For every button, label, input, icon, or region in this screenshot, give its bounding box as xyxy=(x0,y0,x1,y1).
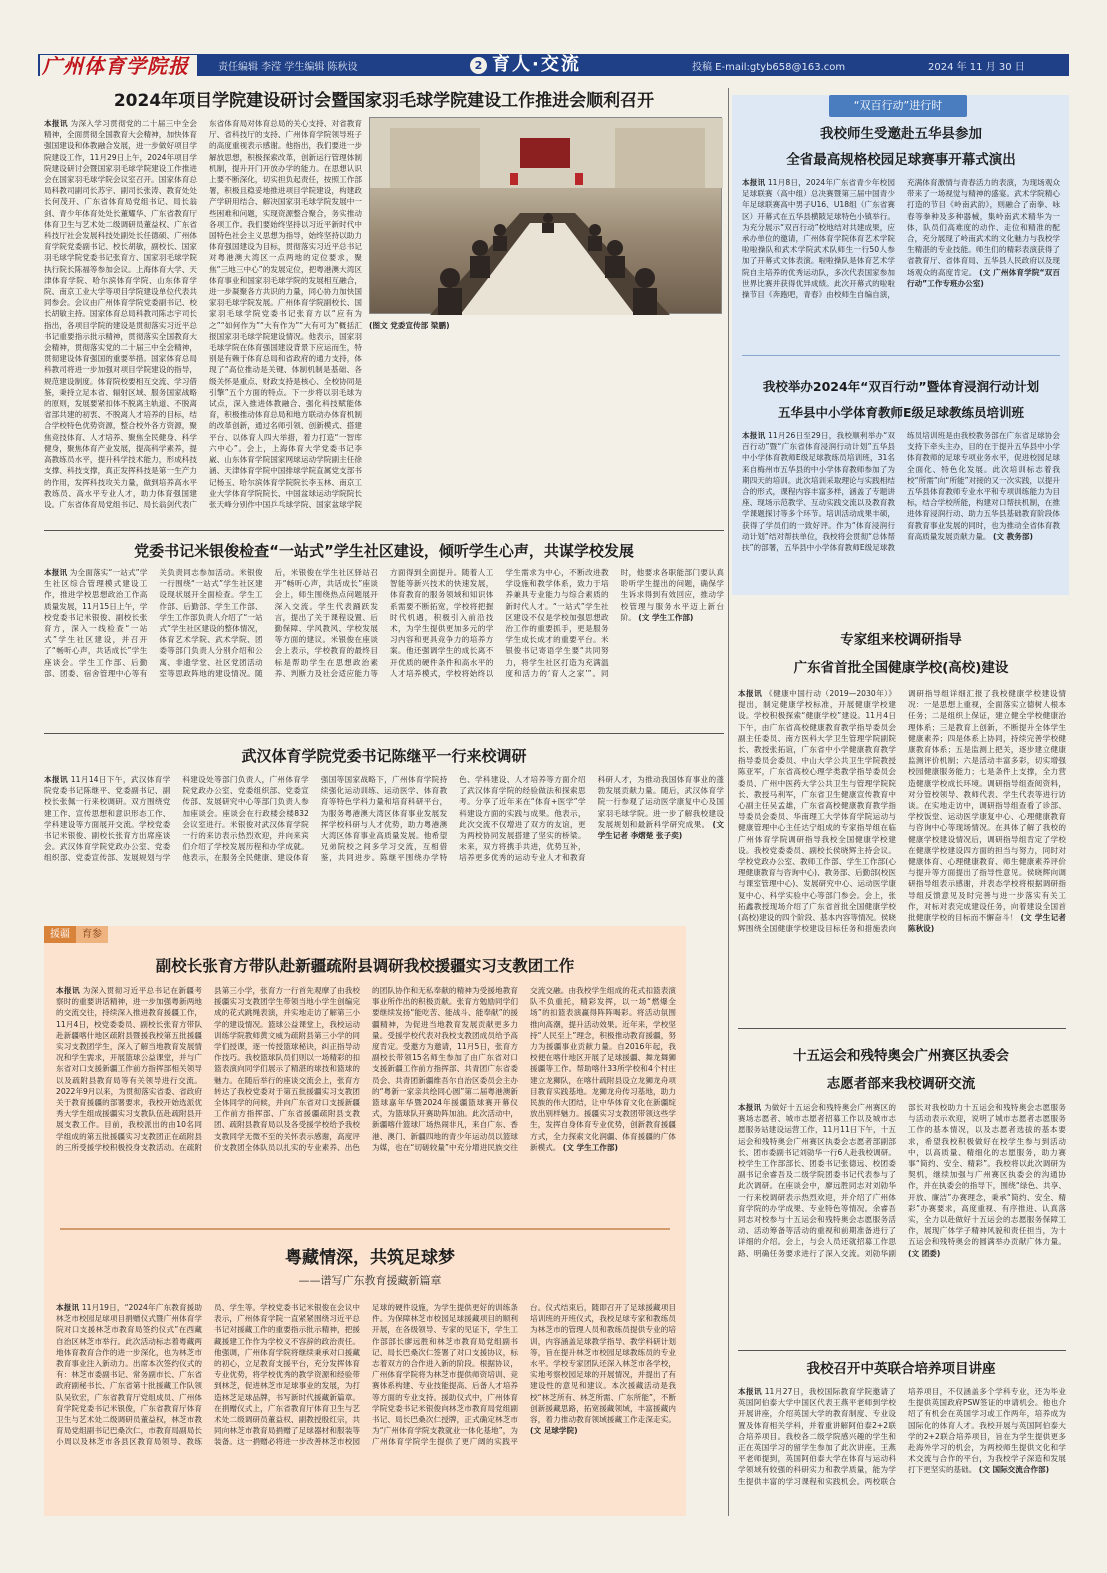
article-byline: (文 学生工作部) xyxy=(562,1142,618,1152)
meeting-room-image xyxy=(370,118,723,315)
article-text: 11月8日，2024年广东省青少年校园足球联赛（高中组）总决赛暨第三届中国青少年足球联赛高中男子U16、U18组（广东省赛区）开幕式在五华县横陂足球特色小镇举行。为充分展示“双百行动”校地结对共建成果，应承办单位的邀请，广州体育学院体育艺术学院啦啦操队和武术学院武术队师生一行50人参加了开幕式文体表演。啦啦操队是体育艺术学院自主培养的优秀运动队，多次代表国家参加世界比赛并获得优异成绩。此次开幕式的啦啦操节目《奔跑吧，青春》由校师生自编自演，充满体育激情与青春活力的表演，为现场观众带来了一场视觉与精神的盛宴。武术学院精心打造的节目《岭南武韵》，则融合了南拳、咏春等拳种及多种器械，集岭南武术精华为一体，队员们高难度的动作、走位和精准的配合，充分展现了岭南武术的文化魅力与我校学生精湛的专业技能。师生们的精彩表演获得了省教育厅、省体育局、五华县人民政府以及现场观众的高度肯定。 xyxy=(742,178,1060,300)
article-body-continued xyxy=(369,320,724,520)
aid-section-tag xyxy=(44,926,108,943)
article-title: 副校长张育方带队赴新疆疏附县调研我校援疆实习支教团工作 xyxy=(155,957,575,975)
divider xyxy=(742,355,1060,356)
article-body xyxy=(738,1386,1066,1512)
article-byline: (文 学生工作部) xyxy=(638,612,694,622)
article-byline: (文 广州体育学院“双百行动”工作专班办公室) xyxy=(907,267,1060,288)
paper-logo: 广州体育学院报 xyxy=(40,55,197,77)
article-lead: 本报讯 xyxy=(742,431,766,440)
article-lead: 本报讯 xyxy=(44,775,68,784)
article-body xyxy=(56,985,676,1225)
article-body xyxy=(56,1302,676,1510)
article-lead: 本报讯 xyxy=(742,178,766,187)
article-body xyxy=(44,567,724,725)
article-byline: (文 国际交流合作部) xyxy=(978,1465,1050,1475)
article-lead: 本报讯 xyxy=(738,689,763,698)
article-title-line2: 全省最高规格校园足球赛事开幕式演出 xyxy=(786,152,1016,168)
article-text: 11月19日，“2024年广东教育援助林芝市校园足球项目捐赠仪式暨广州体育学院对口支援林芝市教育局签约仪式”在西藏自治区林芝市举行。此次活动标志着粤藏两地体育教育合作的进一步深化，也为林芝市教育事业注入新动力。出席本次签约仪式的有：林芝市委副书记、常务副市长、广东省政府副秘书长、广东省第十批援藏工作队领队吴钦宏，广东省教育厅党组成员、广州体育学院党委书记米银俊，广东省教育厅体育卫生与艺术处二级调研员董益权，林芝市教育局党组副书记巴桑次仁，市教育局副局长小周以及林芝市各县区教育局领导、教练员、学生等。学校党委书记米银俊在会议中表示，广州体育学院一直紧紧围绕习近平总书记对援藏工作的重要指示批示精神，把援藏援建工作作为学校义不容辞的政治责任。他强调，广州体育学院将继续秉承对口援藏的初心，立足教育支援平台，充分发挥体育专业优势，将学校优秀的教学资源和经验带到林芝，促进林芝市足球事业的发展，为打造林芝足球品牌，书写新时代援藏新篇章。在捐赠仪式上，广东省教育厅体育卫生与艺术处二级调研员董益权、副教授殷红宗，共同向林芝市教育局捐赠了足球器材和服装等装备。这一捐赠必将进一步改善林芝市校园足球的硬件设施，为学生提供更好的训练条件。为保障林芝市校园足球援藏项目的顺利开展，在各级领导、专家的见证下，学生工作部部长廖远胜和林芝市教育局党组副书记、局长巴桑次仁签署了对口支援协议，标志着双方的合作进入新的阶段。根据协议，广州体育学院将为林芝市提供师资培训、竞赛体系构建、专业技能提高、后备人才培养等方面的专业支持。援助仪式中，广州体育学院党委书记米银俊向林芝市教育局党组副书记、局长巴桑次仁授牌，正式确定林芝市为“广州体育学院支教就业一体化基地”，为广州体育学院学生提供了更广阔的实践平台。仪式结束后，随即召开了足球援藏项目培训班的开班仪式，我校足球专家和教练员为林芝市的管理人员和教练员提供专业的培训，内容涵盖足球教学指导、教学科研计划等，旨在提升林芝市校园足球教练员的专业水平。学校专家团队还深入林芝市各学校，实地考察校园足球的开展情况，并提出了有建设性的意见和建议。本次援藏活动是我校“林芝所有、林芝所需、广东所能”，不断创新援藏思路，拓宽援藏领域，丰富援藏内容，着力推动教育领域援藏工作走深走实。 xyxy=(56,1303,676,1447)
article-subtitle: ——谱写广东教育援藏新篇章 xyxy=(298,1274,442,1287)
divider xyxy=(44,530,724,531)
divider xyxy=(44,733,724,734)
divider xyxy=(60,1228,670,1230)
article-byline: (文 学生记者 陈秋设) xyxy=(908,913,1066,934)
article-text: 为深入贯彻习近平总书记在新疆考察时的重要讲话精神，进一步加强粤新两地的交流交往，持续深入推进教育援疆工作，11月4日，校党委委员、副校长张育方带队赴新疆喀什地区疏附县暨援我校第五批援疆实习支教团学生，深入了解当地教育发展情况和学生需求，开展篮球公益课堂，并与广东省对口支援新疆工作前方指挥部相关领导以及疏附县教育局等有关领导进行交流。2022年9月以来，为贯彻落实省委、省政府关于教育援疆的部署要求，我校开始选派优秀大学生组成援疆实习支教队伍赴疏附县开展支教工作。目前，我校派出的由10名同学组成的第五批援疆实习支教团正在疏附县的三所受援学校积极投身支教活动。在疏附县第三小学，张育方一行首先观摩了由我校援疆实习支教团学生带领当地小学生创编完成的花式跳绳表演，并实地走访了解第三小学的建设情况。篮球公益课堂上，我校运动训练学院教师黄文威为疏附县第三小学的同学们授课，逐一传授篮球秘诀，纠正指导动作技巧。我校篮球队员们则以一场精彩的扣篮表演向同学们展示了精湛的球技和篮球的魅力。在随后举行的座谈交流会上，张育方转达了我校党委对于第五批援疆实习支教团全体同学的问候，并向广东省对口支援新疆工作前方指挥部、广东省援疆疏附县支教团、疏附县教育局以及各受援学校给予我校支教同学无微不至的关怀表示感谢，高度评价支教团全体队员以扎实的专业素养、出色的团队协作和无私奉献的精神为受援地教育事业所作出的积极贡献。张育方勉励同学们要继续发扬“能吃苦、能战斗、能奉献”的援疆精神，为促进当地教育发展贡献更多力量。受援学校代表对我校支教团成员给予高度肯定。受邀方为邀请，11月5日，张育方副校长带领15名师生参加了由广东省对口支援新疆工作前方指挥部、共青团广东省委员会、共青团新疆维吾尔自治区委员会主办的“粤新一家亲共绘同心圆”第二届粤港澳新篮球嘉年华暨2024年援疆篮球赛开幕仪式，为篮球队开赛助阵加油。此次活动中，新疆喀什篮球厂场热闹非凡，来自广东、香港、澳门、新疆四地的青少年运动员以篮球为媒，也在“切磋较量”中充分增进民族交往交流交融。由我校学生组成的花式扣篮表演队不负重托，精彩发挥，以一场“燃爆全场”的扣篮表演赢得阵阵喝彩。将活动氛围推向高潮，提升活动效果。近年来，学校坚持“人民至上”理念，积极推动教育援疆，努力为援疆事业贡献力量。自2016年起，我校便在喀什地区开展了足球援疆、舞龙舞狮援疆等工作。帮助喀什33所学校和4个村庄建立龙狮队，在喀什疏附县设立龙狮龙舟项目教育实践基地。龙狮龙舟传习基地，助力民族的伟大团结，让中华体育文化在新疆绽放出别样魅力。援疆实习支教团带领这些学生，发挥自身体育专业优势，创新教育援疆方式，全力探索文化润疆、体育援疆的广体新模式。 xyxy=(56,986,676,1152)
article-title: 我校师生受邀赴五华县参加 xyxy=(820,126,982,142)
article-title: 专家组来校调研指导 xyxy=(840,632,962,648)
article-title: 我校召开中英联合培养项目讲座 xyxy=(806,1361,996,1377)
page-number: 2 xyxy=(470,57,487,74)
article-text: 为做好十五运会和残特奥会广州赛区的赛场志愿者、城市志愿者招募工作以及城市志愿服务站建设运营工作，11月11日下午，十五运会和残特奥会广州赛区执委会志愿者部副部长、团市委副书记刘勍华一行6人赴我校调研。校学生工作部部长、团委书记张德远、校团委副书记余睿吾及二级学院团委书记代表参与了此次调研。在座谈会中，廖远胜同志对刘勍华一行来校调研表示热烈欢迎，并介绍了广州体育学院的办学成果、专业特色等情况。余睿吾同志对校参与十五运会和残特奥会志愿服务活动、活动筹备等活动的重视和前期准备进行了详细的介绍。会上，与会人员还就招募工作思路、明确任务要求进行了深入交流。刘勍华副部长对我校助力十五运会和残特奥会志愿服务与活动表示欢迎，说明了城市志愿者志愿服务工作的基本情况，以及志愿者选拔的基本要求，希望我校积极做好在校学生参与到活动中，以高质量、精细化的志愿服务，助力赛事“简约、安全、精彩”。我校将以此次调研为契机，继续加强与广州赛区执委会的沟通协作，并在执委会的指导下，围绕“绿色、共享、开放、廉洁”办赛理念，秉承“简约、安全、精彩”办赛要求，高度重视、有序推进、认真落实，全力以赴做好十五运会的志愿服务保障工作，展现广体学子精神风貌和责任担当，为十五运会和残特奥会的圆满举办贡献广体力量。 xyxy=(738,1103,1066,1258)
article-byline: (文 教务部) xyxy=(992,531,1033,541)
article-text: 11月14日下午，武汉体育学院党委书记陈继平、党委副书记、副校长张佩一行来校调研。双方围绕党建工作、宣传思想和意识形态工作、学科建设等方面展开交流。学校党委书记米银俊、副校长张育方出席座谈会。武汉体育学院党政办公室、党委组织部、党委宣传部、发展规划与学科建设处等部门负责人，广州体育学院党政办公室、党委组织部、党委宣传部、发展研究中心等部门负责人参加座谈会。座谈会在行政楼会楼832会议室进行。米银俊对武汉体育学院一行的来访表示热烈欢迎，并向来宾们介绍了学校发展历程和办学成就。他表示，在服务全民健康、建设体育强国等国家战略下，广州体育学院持续强化运动训练、运动医学、体育教育等特色学科力量和培育科研平台，为服务粤港澳大湾区体育事业发展发挥学校科研与人才优势，助力粤港澳大湾区体育事业高质量发展。他希望兄弟院校之间多学习交流，互相借鉴，共同进步。陈继平围绕办学特色、学科建设、人才培养等方面介绍了武汉体育学院的经验做法和探索思考。分享了近年来在“体育+医学”学科建设方面的实践与成果。他表示，此次交流不仅增进了双方的友谊，更为两校协同发展搭建了坚实的桥梁。未来，双方将携手共进，优势互补，培养更多优秀的运动专业人才和教育科研人才，为推动我国体育事业的蓬勃发展贡献力量。随后，武汉体育学院一行参观了运动医学康复中心及国家羽毛球学院。进一步了解我校建设发展规划和最新科学研究成果。 xyxy=(44,775,724,863)
article-title-line2: 广东省首批全国健康学校(高校)建设 xyxy=(793,660,1009,676)
article-title: 十五运会和残特奥会广州赛区执委会 xyxy=(793,1048,1009,1064)
article-text: 11月26日至29日，我校顺利举办“双百行动”暨“广东省体育浸润行动计划”五华县中小学体育教师E级足球教练员培训班，31名来自梅州市五华县的中小学体育教师参加了为期四天的培训。此次培训采取理论与实践相结合的形式，课程内容丰富多样，涵盖了专题讲座、现场示范教学、互动实践交流以及教育教学课题探讨等多个环节。培训活动成果丰硕，获得了学员们的一致好评。作为“体育浸润行动计划”结对帮扶单位，我校将会贯彻“总体帮扶”的部署，五华县中小学体育教师E级足球教练员培训班是由我校教务部在广东省足球协会支持下牵头主办，目的在于提升五华县中小学体育教师的足球专项业务水平，促进校园足球全面化、特色化发展。此次培训标志着我校“所需”向“所能”对接的又一次实践，以提升五华县体育教师专业水平和专项训练能力为目标，结合学校所能，构建对口帮扶机制，在推进体育浸润行动、助力五华县基础教育阶段体育教育事业发展的同时，也为推动全省体育教育高质量发展贡献力量。 xyxy=(742,431,1060,553)
article-title: 2024年项目学院建设研讨会暨国家羽毛球学院建设工作推进会顺利召开 xyxy=(113,91,655,111)
article-byline: (文 足球学院) xyxy=(530,1426,578,1436)
article-title: 武汉体育学院党委书记陈继平一行来校调研 xyxy=(241,747,527,765)
article-text: 为深入学习贯彻党的二十届三中全会精神，全面贯彻全国教育大会精神，加快体育强国建设和体教融合发展，进一步做好项目学院建设工作，11月29日上午，2024年项目学院建设研讨会暨国家羽毛球学院建设工作推进会在国家羽毛球学院会议室召开。国家体育总局科教司副司长苏宇、副司长张涛、教育处处长何茂开、广东省体育局党组书记、局长翁剑、青少年体育处处长董耀华、广东省教育厅体育卫生与艺术处二级调研员董益权、广东省科技厅社会发展科技处副处长任德硕、广州体育学院党委副书记、校长胡敏，副校长、国家羽毛球学院党委书记张育方、国家羽毛球学院执行院长陈福等参加会议。上海体育大学、天津体育学院、哈尔滨体育学院、山东体育学院、南京工业大学等项目学院建设单位代表共同参会。会议由广州体育学院党委副书记、校长胡敏主持。国家体育总局科教司陈志宇司长指出，各项目学院的建设是贯彻落实习近平总书记重要指示批示精神，贯彻落实全国教育大会精神，贯彻落实党的二十届三中全会精神，贯彻建设体育强国的重要举措。国家体育总局科教司将进一步加强对项目学院建设的指导，规范建设制度。体育院校要相互交流、学习借鉴，秉持立足本省、辐射区域、服务国家战略的原则，发展要紧扣体不脱离主轨道、不脱离省部共建的初衷、不脱离人才培养的目标，结合学校特色优势资源，整合校外各方资源，聚焦竞技体育、人才培养、聚焦全民健身、科学健身，聚焦体育产业发展，提高科学素养，提高教练员水平，提升科学技术能力，形成科技支撑、科技支撑，真正发挥科技是第一生产力的作用，发挥科技攻关力量，做到培养高水平教练员、高水平专业人才，助力体育强国建设。广东省体育局党组书记、局长翁剑代表广东省体育局对体育总局的关心支持、对省教育厅、省科技厅的支持、广州体育学院领导班子的高度重视表示感谢。他指出，我们要进一步解放思想，积极探索改革，创新运行管理体制机制，提升开门开放办学的能力。在思想认识上要不断深化，切实担负起责任，按照工作部署，积极且稳妥地推进项目学院建设，构建政产学研用结合、解决国家羽毛球学院发展中一些困难和问题，实现资源整合聚合，务实推动各项工作。我们要始终坚持以习近平新时代中国特色社会主义思想为指导，始终坚持以助力体育强国建设为目标，贯彻落实习近平总书记对粤港澳大湾区一点两地的定位要求，聚焦“三地三中心”的发展定位，把粤港澳大湾区体育事业和国家羽毛球学院的发展相互融合，进一步凝聚各方共识的力量，同心协力加快国家羽毛球学院发展。广州体育学院副校长、国家羽毛球学院党委书记张育方以“应有为之”“如何作为”“大有作为”“大有可为”概括汇报国家羽毛球学院建设情况。他表示，国家羽毛球学院在体育强国建设背景下应运而生，特别是有赖于体育总局和省政府的通力支持，体现了“高位推动是关键、体制机制是基础、各级关怀是重点、财政支持是核心、全校协同是引擎”五个方面的特点。下一步将以羽毛球为试点，深入推进体教融合、强化科技赋能体育，积极推动体育总局和地方联动办体育机制的改革创新，通过名师引领、创新模式、搭建平台、以体育人四大举措，着力打造“一智库六中心”。会上，上海体育大学党委书记李崴、山东体育学院国家网球运动学院副主任徐涵、天津体育学院中国排球学院直属党支部书记杨玉、哈尔滨体育学院院长李玉林、南京工业大学体育学院院长、中国盆球运动学院院长张天峰分别作中国乒乓球学院、国家盆球学院 xyxy=(44,119,362,509)
editor-credits: 责任编辑 李滢 学生编辑 陈秋设 xyxy=(218,62,358,73)
issue-date: 2024 年 11 月 30 日 xyxy=(928,62,1025,73)
article-body xyxy=(738,1102,1066,1342)
article-lead: 本报讯 xyxy=(738,1103,762,1112)
article-lead: 本报讯 xyxy=(738,1387,762,1396)
article-body xyxy=(738,688,1066,1018)
article-text: 11月27日，我校国际教育学院邀请了英国阿伯泰大学中国区代表王燕平老师到学校开展讲座，介绍英国大学的教育制度、专业设置及体育相关学科，并着重讲解阿伯泰2+2联合培养项目。我校各二级学院感兴趣的学生和正在英国学习的留学生参加了此次讲座。王燕平老师提到，英国阿伯泰大学在体育与运动科学领域有较强的科研实力和教学质量，能为学生提供丰富的学习课程和实践机会。两校联合培养项目，不仅涵盖多个学科专业，还为毕业生提供英国政府PSW签证的申请机会。他也介绍了有机会在英国学习或工作两年，培养成为国际化的体育人才。我校开展与英国阿伯泰大学的2+2联合培养项目，旨在为学生提供更多赴海外学习的机会，为两校师生提供文化和学术交流与合作的平台，为我校学子深造和发展打下更坚实的基础。 xyxy=(738,1387,1066,1486)
article-lead: 本报讯 xyxy=(56,1303,80,1312)
article-lead: 本报讯 xyxy=(44,119,68,128)
aid-tag-secondary: 育参 xyxy=(76,926,108,943)
article-title: 党委书记米银俊检查“一站式”学生社区建设，倾听学生心声，共谋学校发展 xyxy=(134,542,634,560)
article-title: 我校举办2024年“双百行动”暨体育浸润行动计划 xyxy=(762,379,1040,394)
article-body xyxy=(44,118,362,518)
divider xyxy=(738,1028,1066,1029)
article-byline: (文 团委) xyxy=(908,1248,941,1258)
article-lead: 本报讯 xyxy=(56,986,80,995)
article-lead: 本报讯 xyxy=(44,568,68,577)
article-byline: (文 学生记者 李熠楚 张子奕) xyxy=(597,819,724,841)
article-byline: (图文 党委宣传部 梁鹏) xyxy=(369,321,450,330)
section-title: 育人·交流 xyxy=(492,54,581,75)
feature-badge: “双百行动”进行时 xyxy=(829,95,967,117)
article-body xyxy=(44,774,724,918)
article-title-line2: 志愿者部来我校调研交流 xyxy=(826,1076,976,1092)
article-text: 《健康中国行动（2019—2030年）》提出，制定健康学校标准，开展健康学校建设。学校积极探索“健康学校”建设。11月4日下午，由广东省高校健康教育教学指导委员会副主任委员、南方医科大学卫生管理学院副院长、教授张拓谊，广东省中小学健康教育教学指导委员会委员、中山大学公共卫生学院教授陈亚军，广东省高校心理学类教学指导委员会委员、广州中医药大学公共卫生与管理学院院长、教授马利军，广东省卫生健康宣传教育中心副主任吴孟雄，广东省高校健康教育教学指导委员会委员、华南理工大学体育学院运动与健康管理中心主任达宁组成的专家指导组在临广州体育学院调研指导我校全国健康学校建设。我校党委委员、副校长侯晓辉主持会议。学校党政办公室、教师工作部、学生工作部(心理健康教育与咨询中心)、教务部、后勤部(校医与课室管理中心)、发展研究中心、运动医学康复中心、科学实验中心等部门参会。会上，张拓鑫教授现场介绍了广东省首批全国健康学校(高校)建设的四个阶段、基本内容等情况。侯晓辉围绕全国健康学校建设目标任务和措施表向调研指导组详细汇报了我校健康学校建设情况：一是思想上重视，全面落实立德树人根本任务；二是组织上保证，建立健全学校健康治理体系；三是教育上创新，不断提升全体学生健康素养；四是体系上协同，持续完善学校健康教育体系；五是监测上把关，逐步建立健康监测评价机制；六是活动丰富多彩，切实增强校园健康服务能力；七是条件上支撑，全力营造健康学校成长环境。调研指导组查阅资料，对分管校领导、教师代表、学生代表等进行访谈。在实地走访中，调研指导组查看了诊部、学校饭堂、运动医学康复中心、心理健康教育与咨询中心等现场情况。在具体了解了我校的健康学校建设情况后，调研指导组肯定了学校在健康学校建设四方面的担当与努力，同时对健康体育、心理健康教育、师生健康素养评价与提升等方面提出了指导性意见。侯晓辉向调研指导组表示感谢，并表态学校将根据调研指导组反馈意见及时完善与进一步落实有关工作，对标对表完成建设任务，向着建设全国首批健康学校的目标而不懈奋斗！ xyxy=(738,689,1066,934)
contribution-email: 投稿 E-mail:gtyb658@163.com xyxy=(692,62,846,73)
article-body xyxy=(742,177,1060,347)
article-title: 粤藏情深，共筑足球梦 xyxy=(285,1248,455,1268)
conference-photo xyxy=(369,117,722,314)
divider xyxy=(738,1350,1066,1351)
article-text: 为全面落实“一站式”学生社区综合管理模式建设工作，推进学校思想政治工作高质量发展，11月15日上午，学校党委书记米银俊、副校长张育方，深入一线检查“一站式”学生社区建设，并召开了“畅听心声，共话成长”学生座谈会。学生工作部、后勤部、团委、宿舍管理中心等有关负责同志参加活动。米银俊一行围绕“一站式”学生社区建设现状展开全面检查。学生工作部、后勤部、学生工作部、学生工作部负责人介绍了“一站式”学生社区建设的整体情况，体育艺术学院、武术学院、团委等部门负责人分别介绍和公寓、非遗学堂、社区党团活动室等思政阵地的建设情况。随后，米银俊在学生社区驿站召开“畅听心声，共话成长”座谈会上，师生围绕热点问题展开深入交流。学生代表踊跃发言，提出了关于课程设置、后勤保障、学风教风、学校发展等方面的建议。米银俊在座谈会上表示，学校教育的最终目标是帮助学生在思想政治素养、判断力及社会适应能力等方面得到全面提升。随着人工智能等新兴技术的快速发展，体育教育的服务领域和知识体系需要不断拓宽，学校将把握时代机遇，积极引入前沿技术，为学生提供更加多元的学习内容和更具竞争力的培养方案。他还强调学生的成长离不开优质的硬件条件和高水平的人才培养模式，学校将始终以学生需求为中心，不断改进教学设施和教学体系，致力于培养兼具专业能力与综合素质的新时代人才。“一站式”学生社区建设不仅是学校加强思想政治工作的重要抓手，更是服务学生成长成才的重要平台。米银俊书记寄语学生要“共同努力，将学生社区打造为充满温度和活力的‘育人之家’”。同时，他要求各职能部门要认真聆听学生提出的问题，确保学生诉求得到有效回应，推动学校管理与服务水平迈上新台阶。 xyxy=(44,568,724,678)
article-body xyxy=(742,430,1060,588)
aid-tag-primary: 援疆 xyxy=(44,926,76,943)
article-title-line2: 五华县中小学体育教师E级足球教练员培训班 xyxy=(777,405,1025,420)
column-divider xyxy=(728,88,729,1516)
